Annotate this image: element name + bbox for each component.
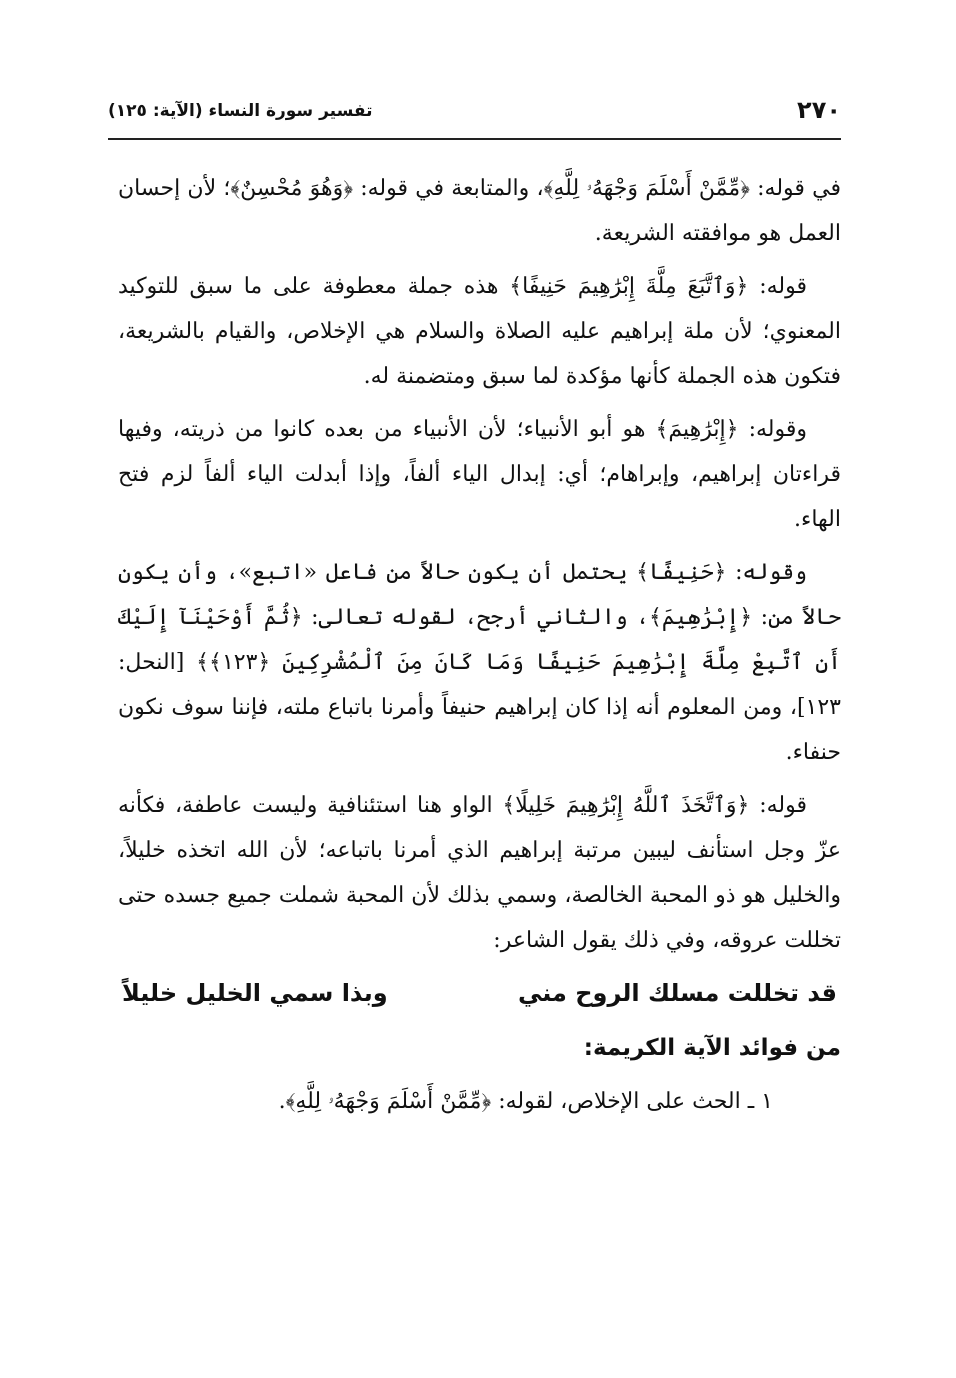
page-header [108, 94, 841, 128]
paragraph-hanif: وقوله: ﴿حَنِيفًا﴾ يحتمل أن يكون حالاً من فاعل «اتبع»، وأن يكون حالاً من: ﴿إِبْرَٰهِيمَ﴾، والثاني أرجح، لقوله تعالى: ﴿ثُمَّ أَوْحَيْنَآ إِلَيْكَ أَنِ ٱتَّبِعْ مِلَّةَ إِبْرَٰهِيمَ حَنِيفًا وَمَا كَانَ مِنَ ٱلْمُشْرِكِينَ ﴿١٢٣﴾﴾ [النحل: ١٢٣]، ومن المعلوم أنه إذا كان إبراهيم حنيفاً وأمرنا باتباع ملته، فإننا سوف نكون حنفاء. [118, 560, 841, 765]
poem-first-hemistich: قد تخللت مسلك الروح مني [517, 979, 837, 1007]
header-divider [108, 138, 841, 140]
paragraph-continuation: في قوله: ﴿مِّمَّنْ أَسْلَمَ وَجْهَهُۥ لِلَّهِ﴾، والمتابعة في قوله: ﴿وَهُوَ مُحْسِنٌ﴾؛ لأن إحسان العمل هو موافقته الشريعة. [118, 176, 841, 246]
page-number: ٢٧٠ [797, 96, 841, 124]
page-body [118, 166, 841, 1132]
poem-verse [118, 971, 841, 1015]
running-title: تفسير سورة النساء (الآية: ١٢٥) [108, 101, 373, 121]
section-heading: من فوائد الآية الكريمة: [583, 1035, 841, 1061]
benefit-item: ١ ـ الحث على الإخلاص، لقوله: ﴿مِّمَّنْ أَسْلَمَ وَجْهَهُۥ لِلَّهِ﴾. [278, 1089, 773, 1114]
paragraph-khalil: قوله: ﴿وَٱتَّخَذَ ٱللَّهُ إِبْرَٰهِيمَ خَلِيلًا﴾ الواو هنا استئنافية وليست عاطفة، فكأنه عزّ وجل استأنف ليبين مرتبة إبراهيم الذي أمرنا باتباعه؛ لأن الله اتخذه خليلاً، والخليل هو ذو المحبة الخالصة، وسمي بذلك لأن المحبة شملت جميع جسده حتى تخللت عروقه، وفي ذلك يقول الشاعر: [118, 793, 841, 953]
paragraph-millat-ibrahim: قوله: ﴿وَٱتَّبَعَ مِلَّةَ إِبْرَٰهِيمَ حَنِيفًا﴾ هذه جملة معطوفة على ما سبق للتوكيد المعنوي؛ لأن ملة إبراهيم عليه الصلاة والسلام هي الإخلاص، والقيام بالشريعة، فتكون هذه الجملة كأنها مؤكدة لما سبق ومتضمنة له. [118, 274, 841, 389]
paragraph-ibrahim: وقوله: ﴿إِبْرَٰهِيمَ﴾ هو أبو الأنبياء؛ لأن الأنبياء من بعده كانوا من ذريته، وفيها قراءتان إبراهيم، وإبراهام؛ أي: إبدال الياء ألفاً، وإذا أبدلت الياء ألفاً لزم فتح الهاء. [118, 417, 841, 532]
poem-second-hemistich: وبذا سمي الخليل خليلاً [122, 979, 388, 1007]
